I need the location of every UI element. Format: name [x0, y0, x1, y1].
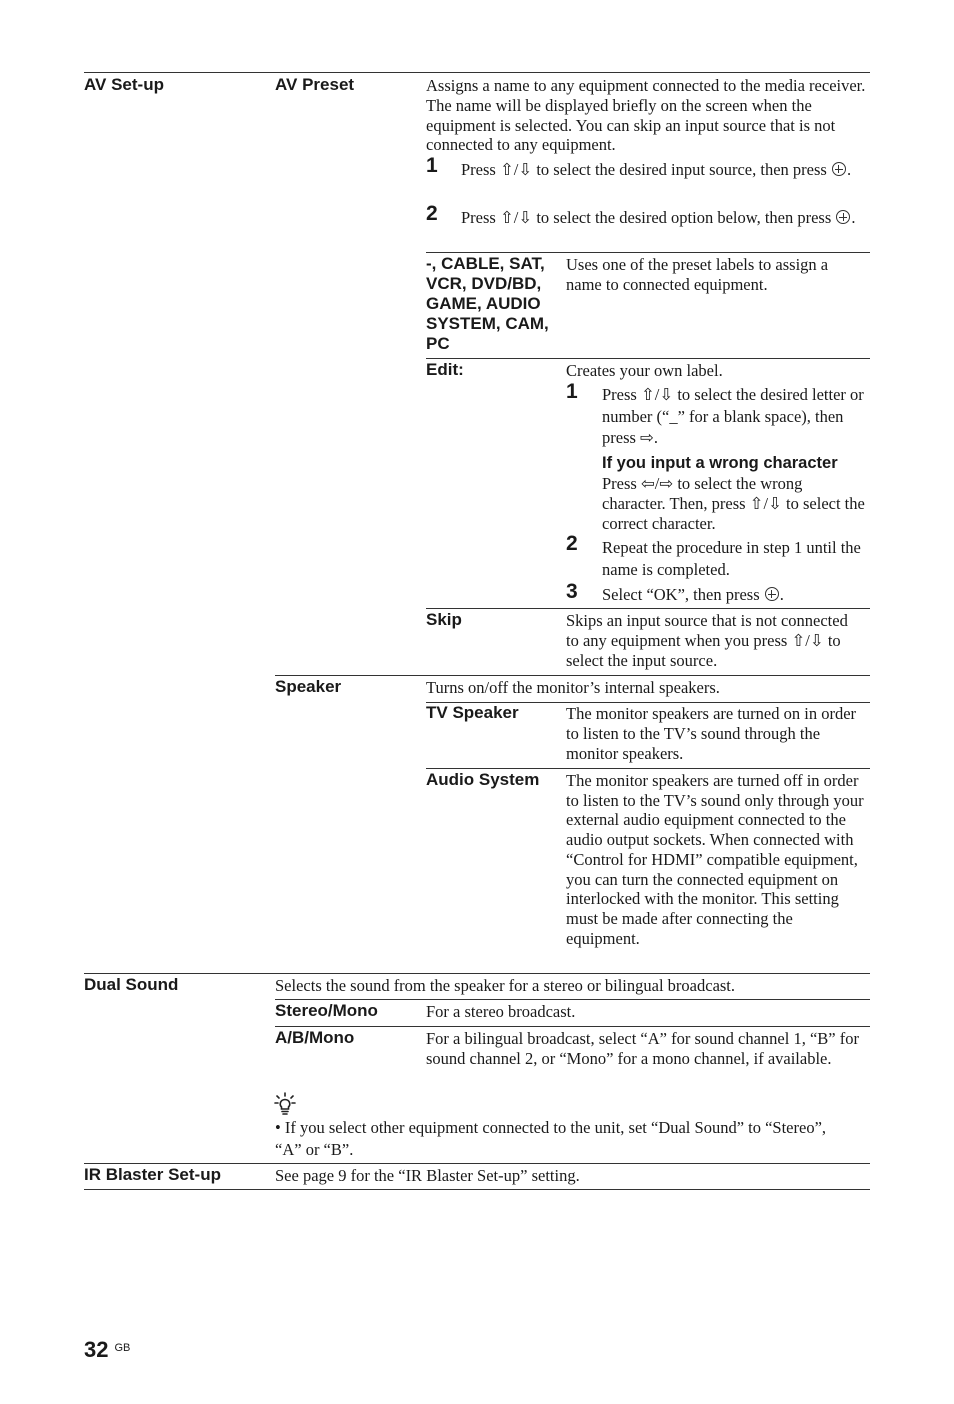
tv-speaker-option: TV Speaker [426, 703, 519, 722]
page-footer [84, 1337, 130, 1363]
dual-sound-description: Selects the sound from the speaker for a stereo or bilingual broadcast. [275, 976, 736, 995]
row-divider [426, 252, 870, 253]
tv-speaker-description: The monitor speakers are turned on in order to listen to the TV’s sound through the monitor speakers. [566, 704, 857, 763]
speaker-label: Speaker [275, 677, 342, 696]
enter-button-icon [836, 210, 850, 224]
row-divider [275, 1026, 870, 1027]
ab-mono-option: A/B/Mono [275, 1028, 355, 1047]
row-divider [275, 999, 870, 1000]
stereo-mono-option: Stereo/Mono [275, 1001, 378, 1020]
audio-system-option: Audio System [426, 770, 540, 789]
table-bottom-border [84, 1189, 870, 1190]
skip-description: Skips an input source that is not connected to any equipment when you press ⇧/⇩ to select the input source. [566, 611, 848, 670]
enter-button-icon [832, 162, 846, 176]
row-divider [426, 768, 870, 769]
section-divider [84, 1163, 870, 1164]
wrong-character-heading: If you input a wrong character [602, 454, 838, 472]
enter-button-icon [765, 587, 779, 601]
edit-step-3: Select “OK”, then press . [602, 585, 784, 604]
edit-step-2: Repeat the procedure in step 1 until the name is completed. [602, 538, 861, 579]
av-preset-step-2-number: 2 [426, 202, 438, 225]
edit-step-2-number: 2 [566, 532, 578, 555]
region-code: GB [114, 1342, 131, 1354]
ir-blaster-label: IR Blaster Set-up [84, 1165, 221, 1184]
section-divider [84, 72, 870, 73]
edit-step-3-number: 3 [566, 580, 578, 603]
stereo-mono-description: For a stereo broadcast. [426, 1002, 576, 1021]
lightbulb-icon [274, 1092, 296, 1116]
edit-option: Edit: [426, 360, 464, 379]
speaker-description: Turns on/off the monitor’s internal speakers. [426, 678, 720, 697]
av-preset-step-2: Press ⇧/⇩ to select the desired option below, then press . [461, 208, 856, 227]
section-divider [84, 973, 870, 974]
dual-sound-label: Dual Sound [84, 975, 179, 994]
page-number: 32 [84, 1337, 109, 1362]
ab-mono-description: For a bilingual broadcast, select “A” for sound channel 1, “B” for sound channel 2, or “Mono” for a mono channel, if available. [426, 1029, 859, 1068]
preset-labels-description: Uses one of the preset labels to assign a name to connected equipment. [566, 255, 829, 294]
edit-step-1: Press ⇧/⇩ to select the desired letter or number (“_” for a blank space), then press ⇨. [602, 385, 864, 447]
av-preset-label: AV Preset [275, 75, 355, 94]
wrong-character-text: Press ⇦/⇨ to select the wrong character. Then, press ⇧/⇩ to select the correct character. [602, 474, 865, 533]
row-divider [426, 358, 870, 359]
av-preset-description: Assigns a name to any equipment connected to the media receiver. The name will be displayed briefly on the screen when the equipment is selected. You can skip an input source that is not connected to any equipment. [426, 76, 866, 155]
row-divider [426, 608, 870, 609]
ir-blaster-description: See page 9 for the “IR Blaster Set-up” setting. [275, 1166, 580, 1185]
audio-system-description: The monitor speakers are turned off in order to listen to the TV’s sound only through your external audio equipment connected to the audio output sockets. When connected with “Control for HDMI” compatible equipment, you can turn the connected equipment on interlocked with the monitor. This setting must be made after connecting the equipment. [566, 771, 864, 948]
edit-step-1-number: 1 [566, 380, 578, 403]
av-setup-label: AV Set-up [84, 75, 164, 94]
skip-option: Skip [426, 610, 462, 629]
av-preset-step-1: Press ⇧/⇩ to select the desired input source, then press . [461, 160, 852, 179]
av-preset-step-1-number: 1 [426, 154, 438, 177]
row-divider [275, 675, 870, 676]
dual-sound-hint: • If you select other equipment connected to the unit, set “Dual Sound” to “Stereo”, “A” or “B”. [275, 1118, 827, 1159]
edit-description: Creates your own label. [566, 361, 723, 380]
preset-labels-option: -, CABLE, SAT, VCR, DVD/BD, GAME, AUDIO SYSTEM, CAM, PC [426, 254, 549, 353]
